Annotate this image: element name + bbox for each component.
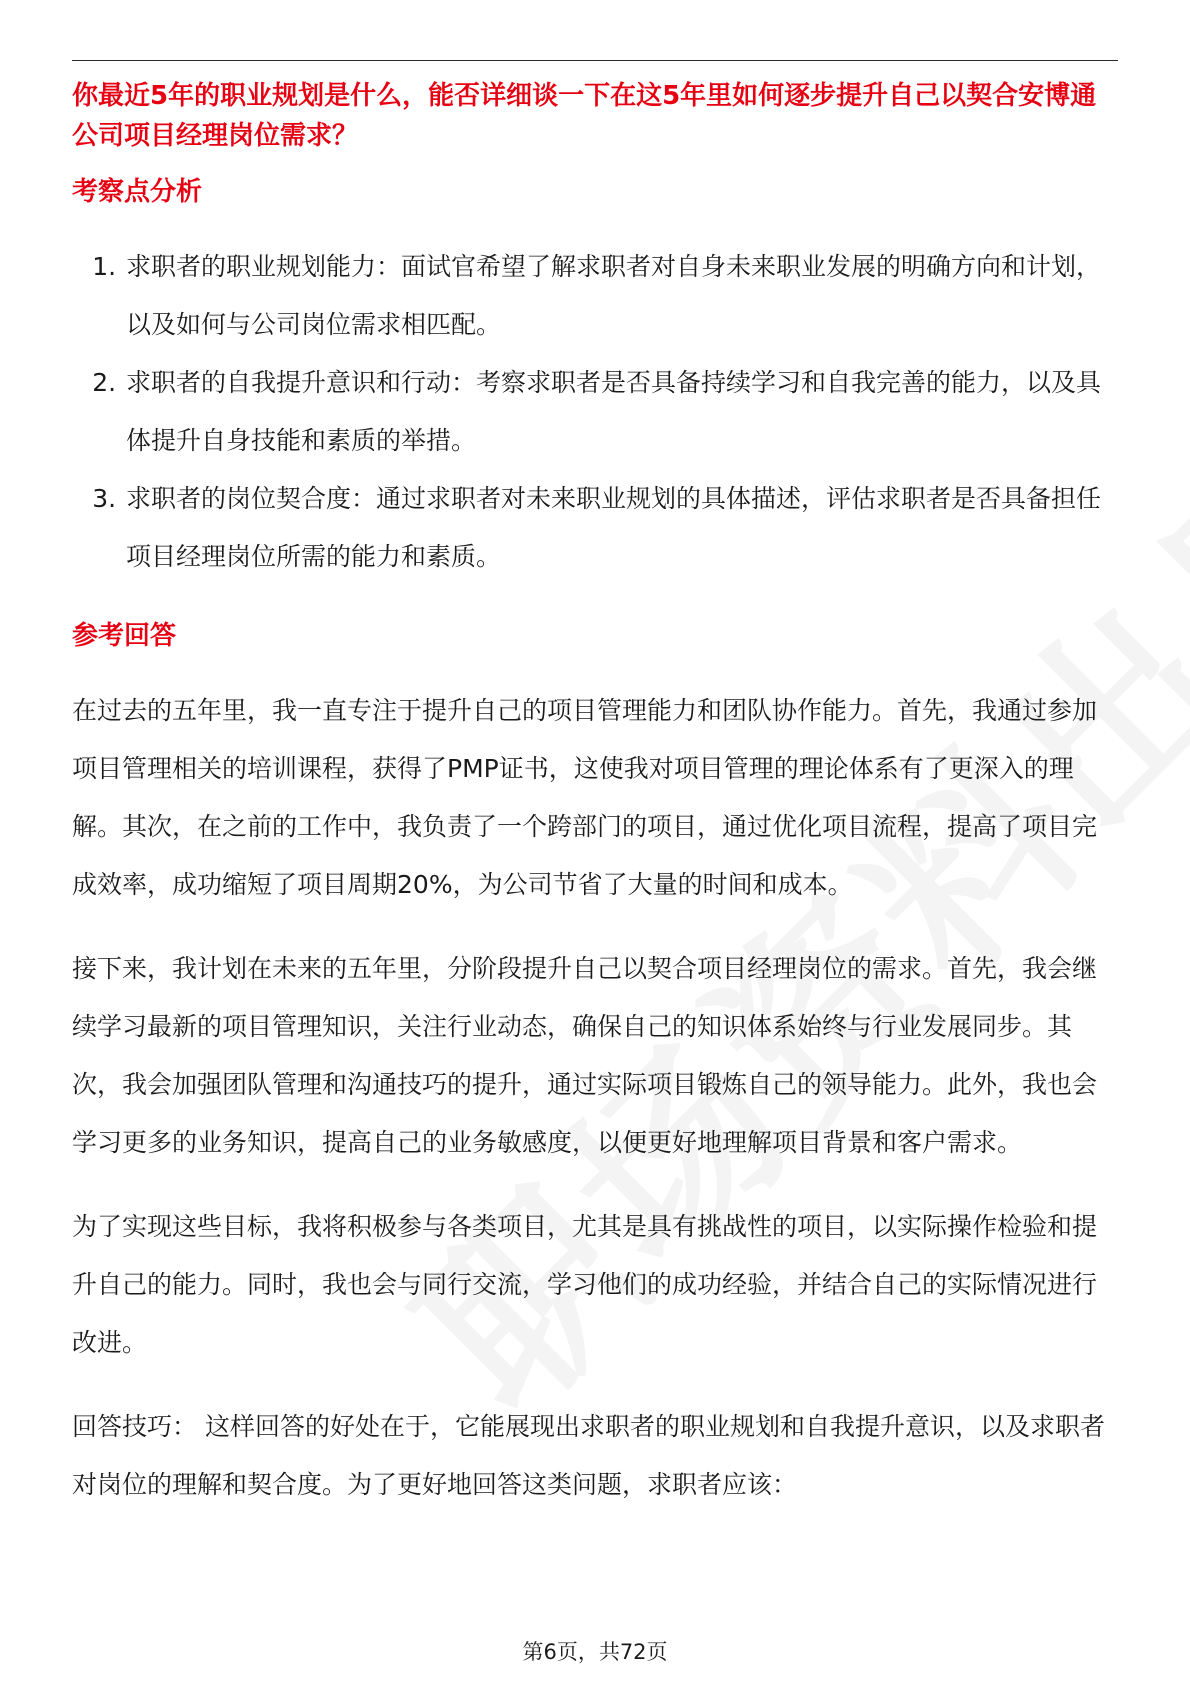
analysis-point: 3. 求职者的岗位契合度：通过求职者对未来职业规划的具体描述，评估求职者是否具备担任项目经理岗位所需的能力和素质。 — [124, 470, 1118, 586]
analysis-list — [72, 238, 1118, 586]
analysis-heading: 考察点分析 — [72, 177, 203, 207]
answer-paragraph: 接下来，我计划在未来的五年里，分阶段提升自己以契合项目经理岗位的需求。首先，我会继续学习最新的项目管理知识，关注行业动态，确保自己的知识体系始终与行业发展同步。其次，我会加强团队管理和沟通技巧的提升，通过实际项目锻炼自己的领导能力。此外，我也会学习更多的业务知识，提高自己的业务敏感度，以便更好地理解项目背景和客户需求。 — [72, 954, 1098, 1157]
answer-paragraph: 为了实现这些目标，我将积极参与各类项目，尤其是具有挑战性的项目，以实际操作检验和提升自己的能力。同时，我也会与同行交流，学习他们的成功经验，并结合自己的实际情况进行改进。 — [72, 1212, 1098, 1357]
answer-tip-paragraph: 回答技巧： 这样回答的好处在于，它能展现出求职者的职业规划和自我提升意识，以及求职者对岗位的理解和契合度。为了更好地回答这类问题，求职者应该： — [72, 1412, 1105, 1499]
analysis-point: 1. 求职者的职业规划能力：面试官希望了解求职者对自身未来职业发展的明确方向和计划，以及如何与公司岗位需求相匹配。 — [124, 238, 1118, 354]
page-number: 第6页，共72页 — [522, 1640, 668, 1664]
answer-heading: 参考回答 — [72, 621, 177, 651]
header-rule — [72, 60, 1118, 61]
analysis-point: 2. 求职者的自我提升意识和行动：考察求职者是否具备持续学习和自我完善的能力，以及具体提升自身技能和素质的举措。 — [124, 354, 1118, 470]
question-title: 你最近5年的职业规划是什么，能否详细谈一下在这5年里如何逐步提升自己以契合安博通公司项目经理岗位需求？ — [72, 81, 1097, 151]
answer-paragraph: 在过去的五年里，我一直专注于提升自己的项目管理能力和团队协作能力。首先，我通过参加项目管理相关的培训课程，获得了PMP证书，这使我对项目管理的理论体系有了更深入的理解。其次，在之前的工作中，我负责了一个跨部门的项目，通过优化项目流程，提高了项目完成效率，成功缩短了项目周期20%，为公司节省了大量的时间和成本。 — [72, 696, 1098, 899]
document-body — [72, 76, 1118, 1514]
